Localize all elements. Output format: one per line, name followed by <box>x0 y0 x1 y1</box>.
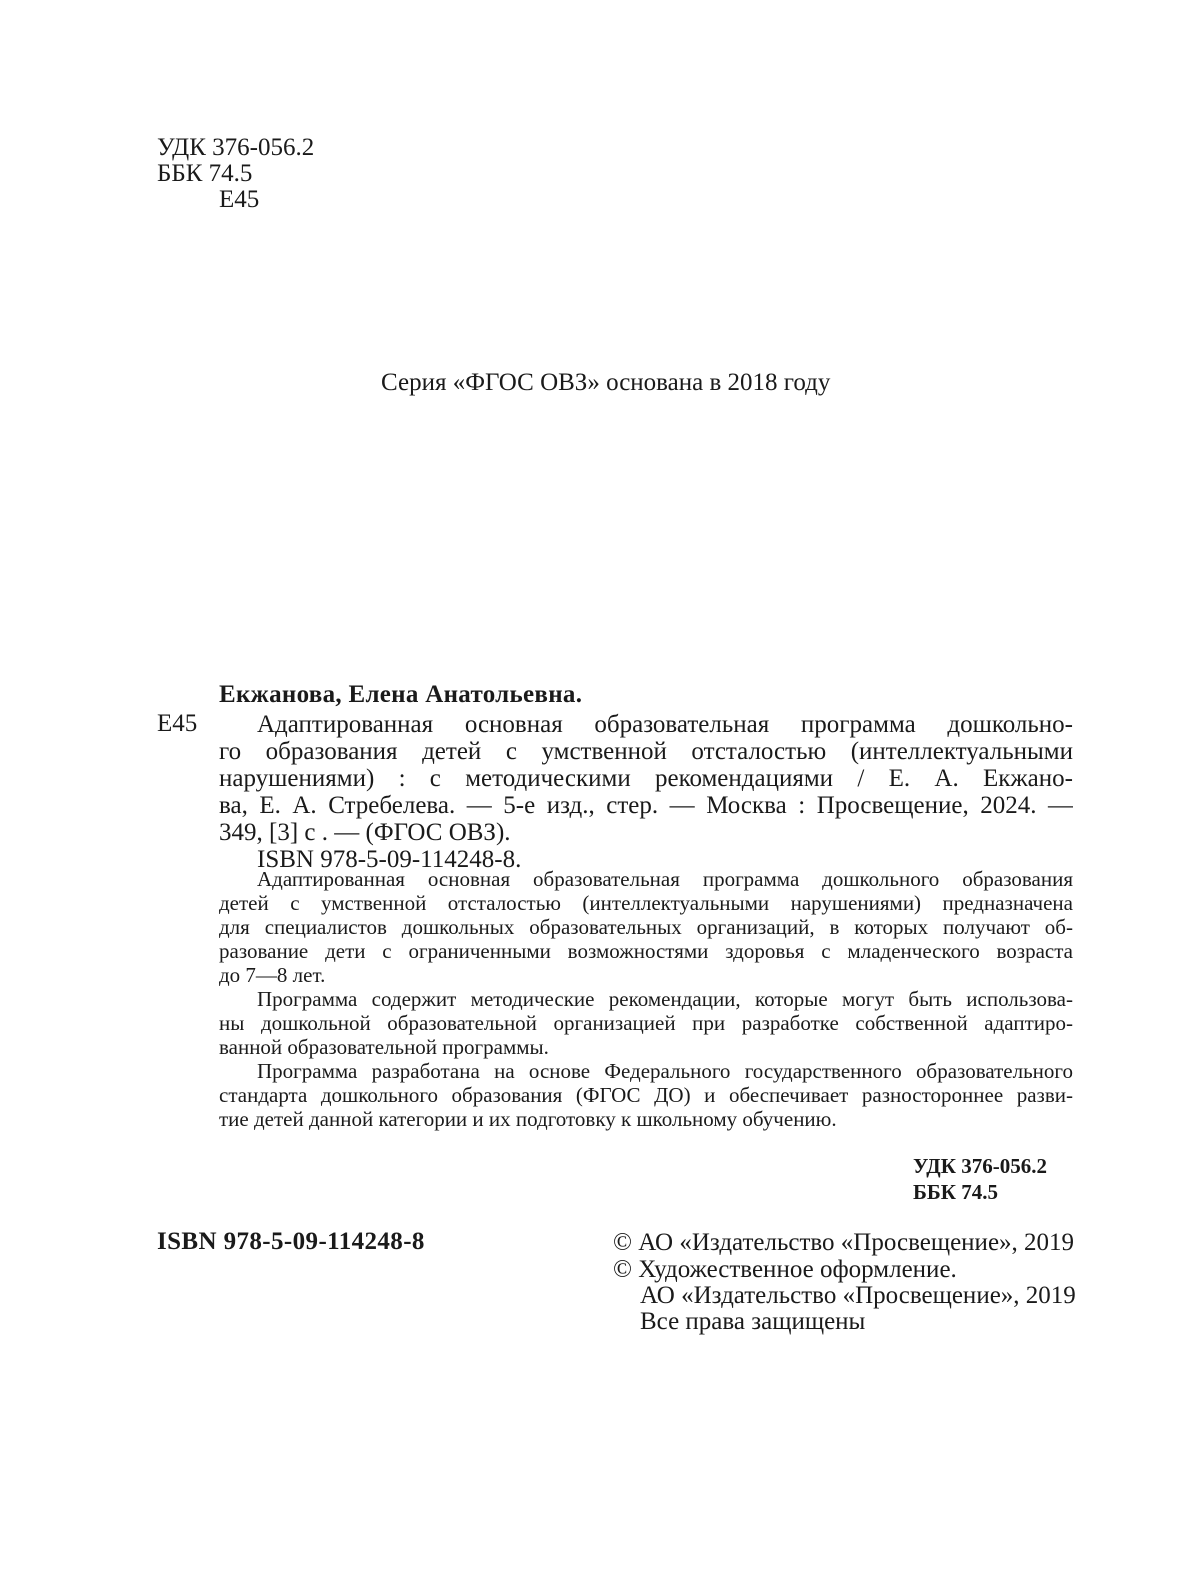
annotation-line-2: детей с умственной отсталостью (интеллектуальными нарушениями) предназначена <box>219 891 1073 915</box>
series-note: Серия «ФГОС ОВЗ» основана в 2018 году <box>381 369 831 396</box>
description-line-3: нарушениями) : с методическими рекомендациями / Е. А. Екжано- <box>219 765 1073 792</box>
bbk-code-top: ББК 74.5 <box>157 160 253 187</box>
annotation-line-5: до 7—8 лет. <box>219 963 326 987</box>
udk-code-bottom: УДК 376-056.2 <box>913 1154 1047 1178</box>
isbn-record: ISBN 978-5-09-114248-8. <box>257 846 522 873</box>
description-line-1: Адаптированная основная образовательная программа дошкольно- <box>257 711 1073 738</box>
annotation-line-10: стандарта дошкольного образования (ФГОС ДО) и обеспечивает разностороннее разви- <box>219 1083 1073 1107</box>
annotation-line-4: разование дети с ограниченными возможностями здоровья с младенческого возраста <box>219 939 1073 963</box>
copyright-line-2: © Художественное оформление. <box>613 1256 957 1283</box>
annotation-line-9: Программа разработана на основе Федерального государственного образовательного <box>257 1059 1073 1083</box>
description-line-2: го образования детей с умственной отсталостью (интеллектуальными <box>219 738 1073 765</box>
author-mark-record: Е45 <box>157 710 198 737</box>
copyright-line-4: Все права защищены <box>640 1308 866 1335</box>
annotation-line-6: Программа содержит методические рекомендации, которые могут быть использова- <box>257 987 1073 1011</box>
udk-code-top: УДК 376-056.2 <box>157 134 315 161</box>
annotation-line-1: Адаптированная основная образовательная программа дошкольного образования <box>257 867 1073 891</box>
copyright-line-1: © АО «Издательство «Просвещение», 2019 <box>613 1229 1075 1256</box>
annotation-line-8: ванной образовательной программы. <box>219 1035 549 1059</box>
author-heading: Екжанова, Елена Анатольевна. <box>219 681 583 708</box>
description-line-4: ва, Е. А. Стребелева. — 5-е изд., стер. — Москва : Просвещение, 2024. — <box>219 792 1073 819</box>
isbn-footer: ISBN 978-5-09-114248-8 <box>157 1228 425 1255</box>
bbk-code-bottom: ББК 74.5 <box>913 1180 998 1204</box>
copyright-line-3: АО «Издательство «Просвещение», 2019 <box>640 1282 1076 1309</box>
annotation-line-11: тие детей данной категории и их подготовку к школьному обучению. <box>219 1107 837 1131</box>
annotation-line-3: для специалистов дошкольных образовательных организаций, в которых получают об- <box>219 915 1073 939</box>
annotation-line-7: ны дошкольной образовательной организацией при разработке собственной адаптиро- <box>219 1011 1073 1035</box>
author-mark-top: Е45 <box>219 186 260 213</box>
description-line-5: 349, [3] с . — (ФГОС ОВЗ). <box>219 819 511 846</box>
